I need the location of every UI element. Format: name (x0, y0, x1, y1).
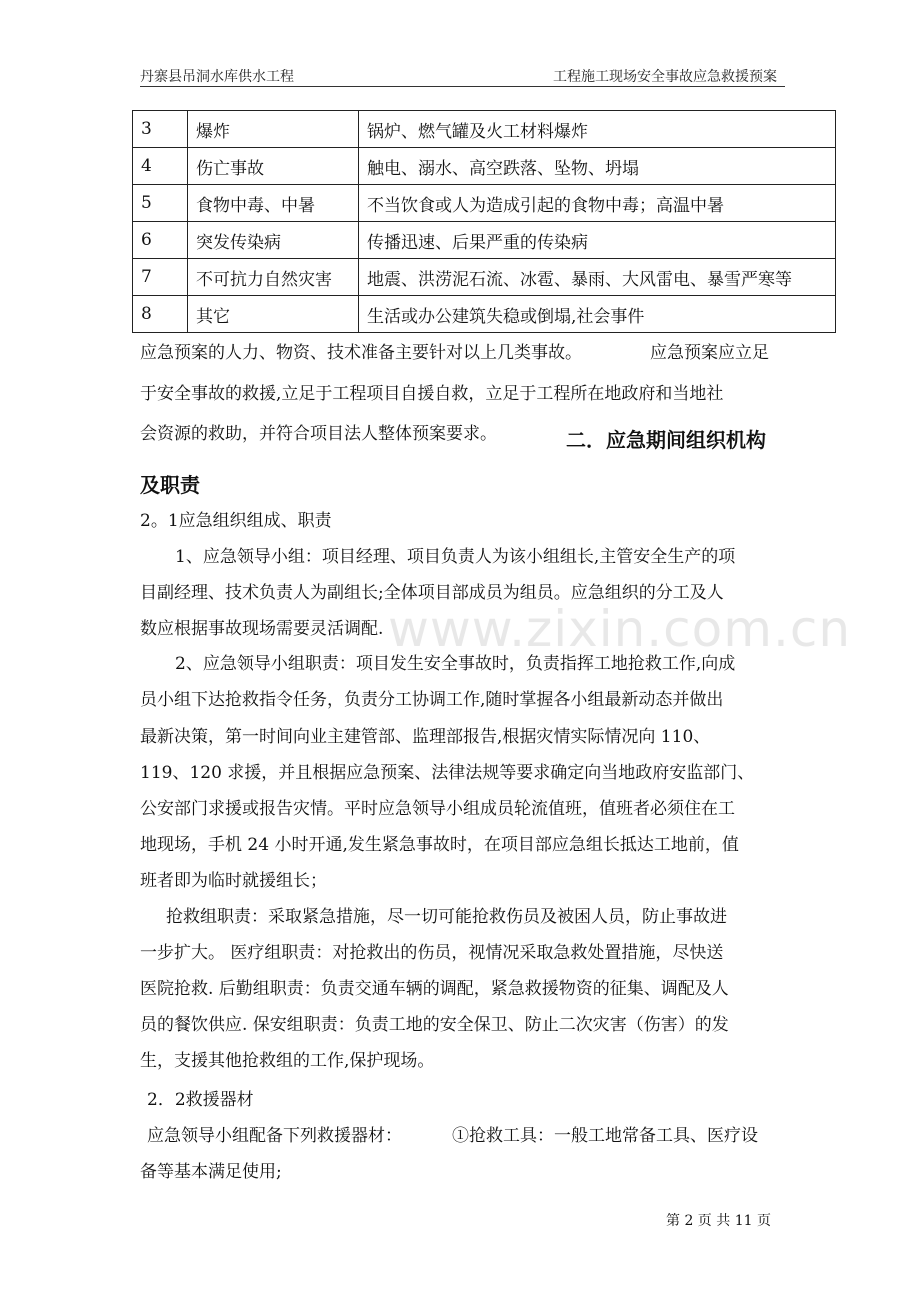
accident-description-cell: 触电、溺水、高空跌落、坠物、坍塌 (359, 148, 836, 185)
accident-type-cell: 突发传染病 (188, 222, 359, 259)
header-document-title: 工程施工现场安全事故应急救援预案 (553, 69, 777, 85)
header-project-name: 丹寨县吊洞水库供水工程 (140, 69, 294, 85)
intro-line-1a: 应急预案的人力、物资、技术准备主要针对以上几类事故。 (140, 343, 582, 363)
p2-line-3: 最新决策，第一时间向业主建管部、监理部报告,根据灾情实际情况向 110、 (140, 727, 711, 747)
p4-line-2: 备等基本满足使用; (140, 1162, 282, 1182)
table-row (133, 185, 836, 222)
p3-line-2: 一步扩大。 医疗组职责：对抢救出的伤员，视情况采取急救处置措施，尽快送 (140, 943, 724, 963)
p4-line-1a: 应急领导小组配备下列救援器材： (147, 1126, 402, 1146)
intro-line-2: 于安全事故的救援,立足于工程项目自援自救，立足于工程所在地政府和当地社 (140, 384, 724, 404)
section-2-heading-part-2: 及职责 (140, 473, 200, 497)
accident-type-cell: 伤亡事故 (188, 148, 359, 185)
accident-type-cell: 食物中毒、中暑 (188, 185, 359, 222)
subsection-2-2-title: 2．2救援器材 (147, 1090, 254, 1110)
accident-description-cell: 锅炉、燃气罐及火工材料爆炸 (359, 111, 836, 148)
accident-type-table (132, 110, 836, 333)
row-number-cell: 7 (133, 259, 188, 296)
accident-description-cell: 不当饮食或人为造成引起的食物中毒；高温中暑 (359, 185, 836, 222)
row-number-cell: 6 (133, 222, 188, 259)
p3-line-5: 生，支援其他抢救组的工作,保护现场。 (140, 1051, 435, 1071)
p2-line-4: 119、120 求援，并且根据应急预案、法律法规等要求确定向当地政府安监部门、 (140, 763, 755, 783)
section-2-heading-part-1: 二．应急期间组织机构 (566, 428, 766, 452)
p4-line-1b: ①抢救工具：一般工地常备工具、医疗设 (452, 1126, 758, 1146)
table-row (133, 296, 836, 333)
p1-line-2: 目副经理、技术负责人为副组长;全体项目部成员为组员。应急组织的分工及人 (140, 583, 724, 603)
p2-line-5: 公安部门求援或报告灾情。平时应急领导小组成员轮流值班，值班者必须住在工 (140, 799, 735, 819)
accident-description-cell: 地震、洪涝泥石流、冰雹、暴雨、大风雷电、暴雪严寒等 (359, 259, 836, 296)
row-number-cell: 8 (133, 296, 188, 333)
row-number-cell: 4 (133, 148, 188, 185)
subsection-2-1-title: 2。1应急组织组成、职责 (140, 511, 332, 531)
intro-line-1b: 应急预案应立足 (650, 343, 769, 363)
table-row (133, 111, 836, 148)
p2-line-1: 2、应急领导小组职责：项目发生安全事故时，负责指挥工地抢救工作,向成 (175, 654, 736, 674)
intro-line-3: 会资源的救助，并符合项目法人整体预案要求。 (140, 424, 497, 444)
p3-line-1: 抢救组职责：采取紧急措施，尽一切可能抢救伤员及被困人员，防止事故进 (166, 907, 727, 927)
header-rule (140, 86, 785, 87)
accident-type-cell: 其它 (188, 296, 359, 333)
accident-type-cell: 爆炸 (188, 111, 359, 148)
table-row (133, 148, 836, 185)
p2-line-7: 班者即为临时就援组长； (140, 871, 327, 891)
row-number-cell: 5 (133, 185, 188, 222)
table-row (133, 222, 836, 259)
p3-line-4: 员的餐饮供应. 保安组职责：负责工地的安全保卫、防止二次灾害（伤害）的发 (140, 1015, 729, 1035)
p1-line-3: 数应根据事故现场需要灵活调配. (140, 619, 384, 639)
accident-description-cell: 传播迅速、后果严重的传染病 (359, 222, 836, 259)
accident-description-cell: 生活或办公建筑失稳或倒塌,社会事件 (359, 296, 836, 333)
accident-type-cell: 不可抗力自然灾害 (188, 259, 359, 296)
row-number-cell: 3 (133, 111, 188, 148)
p2-line-2: 员小组下达抢救指令任务，负责分工协调工作,随时掌握各小组最新动态并做出 (140, 690, 724, 710)
page-number: 第 2 页 共 11 页 (666, 1213, 771, 1229)
table-row (133, 259, 836, 296)
p2-line-6: 地现场，手机 24 小时开通,发生紧急事故时，在项目部应急组长抵达工地前，值 (140, 835, 739, 855)
watermark: www.zixin.com.cn (388, 600, 852, 658)
p1-line-1: 1、应急领导小组：项目经理、项目负责人为该小组组长,主管安全生产的项 (175, 547, 736, 567)
p3-line-3: 医院抢救. 后勤组职责：负责交通车辆的调配，紧急救援物资的征集、调配及人 (140, 979, 729, 999)
